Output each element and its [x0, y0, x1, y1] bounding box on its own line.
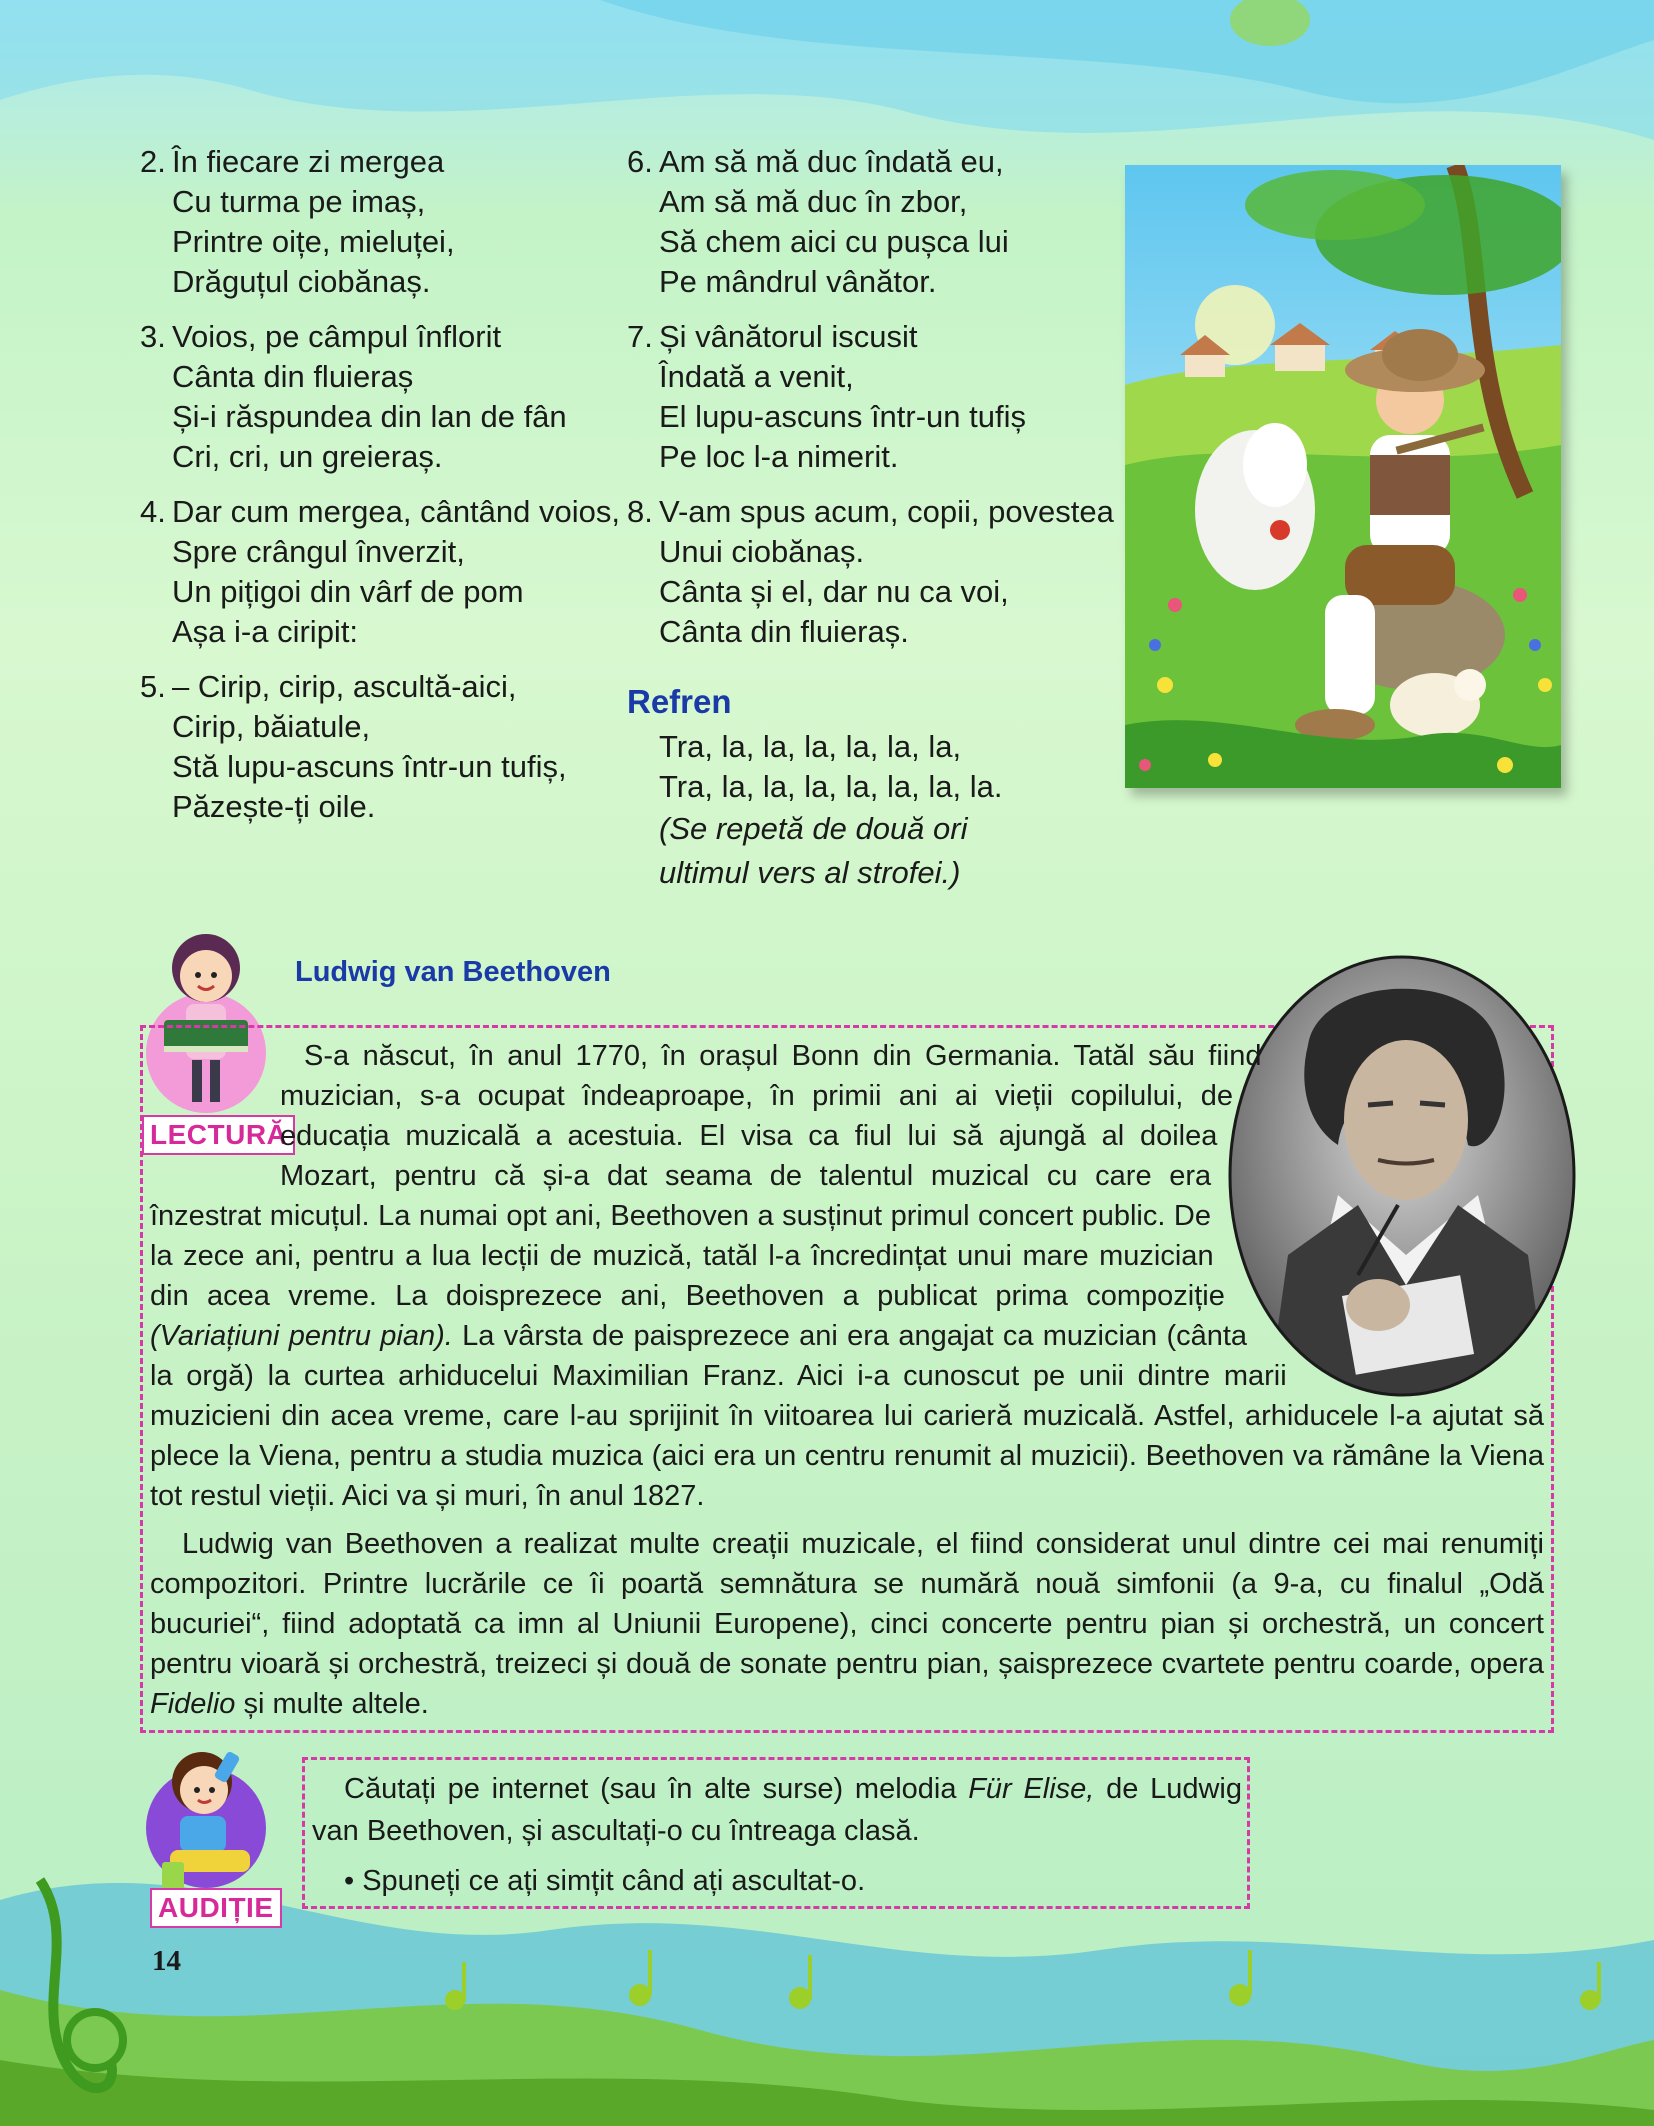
stanza — [627, 492, 1127, 652]
stanza — [140, 492, 620, 652]
verse-line: Stă lupu-ascuns într-un tufiș, — [172, 749, 567, 784]
verse-line: Drăguțul ciobănaș. — [172, 264, 431, 299]
verse-line: V-am spus acum, copii, povestea — [659, 494, 1114, 529]
verse-line: Cânta din fluieraș — [172, 359, 414, 394]
lectura-paragraph-1a: S-a născut, în anul 1770, în orașul Bonn din Germania. Tatăl său fiind muzician, s-a ocupat îndeaproape, în primii ani ai vieții copilului, de educația muzicală a acestuia. El visa ca fiul lui să ajungă al doilea Mozart, pentru că și-a dat seama de talentul muzical cu care era înzestrat micuțul. La numai opt ani, Beethoven a susținut primul concert public. De la zece ani, pentru a lua lecții de muzică, tatăl l-a încredințat unui mare muzician din acea vreme. La doisprezece ani, Beethoven a publicat prima compoziție — [150, 1040, 1262, 1312]
verse-line: Pe loc l-a nimerit. — [659, 439, 899, 474]
verse-line: Unui ciobănaș. — [659, 534, 865, 569]
lectura-text — [150, 1036, 1544, 1724]
verse-line: Cu turma pe imaș, — [172, 184, 426, 219]
page-number: 14 — [152, 1945, 181, 1977]
beethoven-title: Ludwig van Beethoven — [295, 956, 611, 988]
stanza-number: 5. — [140, 669, 166, 704]
stanza — [140, 317, 620, 477]
verses-left-column — [140, 142, 620, 842]
verse-line: Și vânătorul iscusit — [659, 319, 918, 354]
refrain-note: (Se repetă de două ori — [659, 811, 968, 846]
verse-line: Dar cum mergea, cântând voios, — [172, 494, 620, 529]
verse-line: Am să mă duc îndată eu, — [659, 144, 1004, 179]
auditie-bullet: • Spuneți ce ați simțit când ați ascultat-o. — [344, 1865, 866, 1897]
verse-line: – Cirip, cirip, ascultă-aici, — [172, 669, 517, 704]
verse-line: Spre crângul înverzit, — [172, 534, 465, 569]
verse-line: Să chem aici cu pușca lui — [659, 224, 1009, 259]
verse-line: Printre oițe, mieluței, — [172, 224, 455, 259]
stanza — [140, 142, 620, 302]
verse-line: Am să mă duc în zbor, — [659, 184, 968, 219]
auditie-text-a: Căutați pe internet (sau în alte surse) melodia — [344, 1773, 969, 1805]
lectura-paragraph-2a: Ludwig van Beethoven a realizat multe creații muzicale, el fiind considerat unul dintre cei mai renumiți compozitori. Printre lucrările ce îi poartă semnătura se numără nouă simfonii (a 9-a, cu finalul „Odă bucuriei“, fiind adoptată ca imn al Uniunii Europene), cinci concerte pentru pian și orchestră, un concert pentru vioară și orchestră, treizeci și două de sonate pentru pian, șaisprezece cvartete pentru coarde, opera — [150, 1528, 1544, 1680]
verse-line: Cânta și el, dar nu ca voi, — [659, 574, 1009, 609]
auditie-text-b: de Ludwig van Beethoven, și ascultați-o cu întreaga clasă. — [312, 1773, 1242, 1847]
lectura-paragraph-1b: La vârsta de paisprezece ani era angajat ca muzician (cânta la orgă) la curtea arhiducelui Maximilian Franz. Aici i-a cunoscut pe unii dintre marii muzicieni din acea vreme, care l-au sprijinit în viitoarea lui carieră muzicală. Astfel, arhiducele l-a ajutat să plece la Viena, pentru a studia muzica (aici era un centru renumit al muzicii). Beethoven va rămâne la Viena tot restul vieții. Aici va și muri, în anul 1827. — [150, 1320, 1544, 1512]
stanza — [140, 667, 620, 827]
verse-line: Pe mândrul vânător. — [659, 264, 937, 299]
verse-line: Așa i-a ciripit: — [172, 614, 359, 649]
refrain-line: Tra, la, la, la, la, la, la, la. — [659, 769, 1003, 804]
lectura-paragraph-2b: și multe altele. — [235, 1688, 429, 1720]
auditie-text-italic: Für Elise, — [968, 1773, 1095, 1805]
verse-line: Îndată a venit, — [659, 359, 854, 394]
verse-line: În fiecare zi mergea — [172, 144, 445, 179]
stanza-number: 2. — [140, 144, 166, 179]
stanza-number: 4. — [140, 494, 166, 529]
verse-line: El lupu-ascuns într-un tufiș — [659, 399, 1027, 434]
verse-line: Un pițigoi din vârf de pom — [172, 574, 524, 609]
listening-boy-icon — [140, 1740, 272, 1898]
verse-line: Voios, pe câmpul înflorit — [172, 319, 502, 354]
stanza-number: 6. — [627, 144, 653, 179]
auditie-badge: AUDIȚIE — [150, 1888, 282, 1928]
stanza-number: 8. — [627, 494, 653, 529]
refrain-block — [627, 683, 1107, 895]
shepherd-boy-illustration — [1125, 165, 1561, 788]
verse-line: Cânta din fluieraș. — [659, 614, 909, 649]
stanza-number: 3. — [140, 319, 166, 354]
verse-line: Cri, cri, un greieraș. — [172, 439, 443, 474]
stanza-number: 7. — [627, 319, 653, 354]
verses-right-column — [627, 142, 1127, 667]
auditie-text — [312, 1768, 1242, 1902]
refrain-line: Tra, la, la, la, la, la, la, — [659, 729, 962, 764]
lectura-paragraph-2-italic: Fidelio — [150, 1688, 236, 1720]
verse-line: Și-i răspundea din lan de fân — [172, 399, 567, 434]
verse-line: Păzește-ți oile. — [172, 789, 376, 824]
lectura-badge: LECTURĂ — [142, 1115, 295, 1155]
verse-line: Cirip, băiatule, — [172, 709, 371, 744]
lectura-paragraph-1-italic: (Variațiuni pentru pian). — [150, 1320, 453, 1352]
refrain-title: Refren — [627, 683, 732, 720]
stanza — [627, 142, 1127, 302]
refrain-note: ultimul vers al strofei.) — [659, 855, 961, 890]
stanza — [627, 317, 1127, 477]
